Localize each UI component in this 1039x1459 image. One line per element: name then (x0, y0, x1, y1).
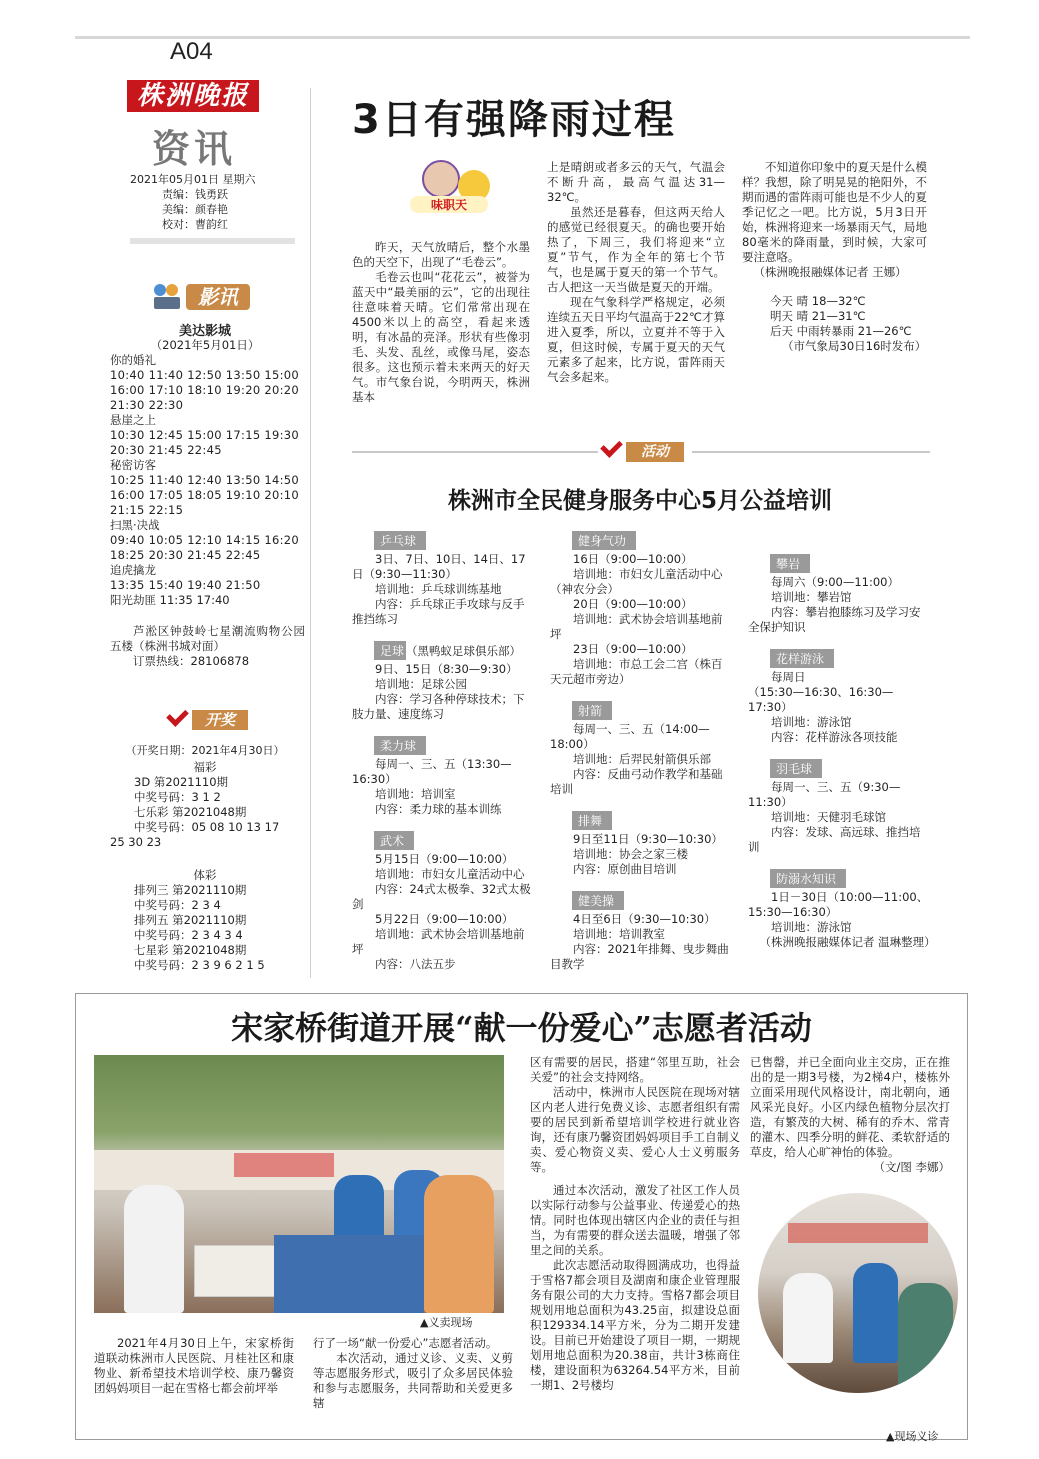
cinema-hotline: 订票热线：28106878 (133, 654, 250, 668)
activity-item (352, 730, 534, 817)
lottery-line: 七星彩 第2021048期 (134, 943, 247, 957)
activity-item (352, 825, 534, 972)
lottery-line: 中奖号码：2 3 4 3 4 (134, 928, 243, 942)
lottery-line: 排列三 第2021110期 (134, 883, 247, 897)
volunteer-paragraph: 活动中，株洲市人民医院在现场对辖区内老人进行免费义诊、志愿者组织有需要的居民到新希望培训学校进行就业咨询，还有康乃馨资团妈妈项目手工自制义卖、爱心物资义卖、爱心人士义剪服务等。 (530, 1085, 740, 1174)
activity-item (550, 695, 732, 797)
weather-paragraph: 昨天，天气放晴后，整个水墨色的天空下，出现了“毛卷云”。 (352, 240, 530, 269)
film-title: 追虎擒龙 (110, 563, 156, 577)
activity-line: 培训地：天健羽毛球馆 (771, 810, 886, 824)
activity-line: 内容：反曲弓动作教学和基础培训 (550, 767, 723, 796)
activity-item (352, 525, 534, 627)
weather-paragraph: 毛卷云也叫“花花云”，被誉为蓝天中“最美丽的云”，它的出现往往意味着天晴。它们常常出现在4500米以上的高空，看起来透明，有冰晶的亮泽。形状有些像羽毛、头发、乱丝，或像马尾，姿态很多。这也预示着未来两天的好天气。市气象台说，今明两天，株洲基本 (352, 270, 530, 404)
activity-line: 3日、7日、10日、14日、17日（9:30—11:30） (352, 552, 526, 581)
weather-badge-label: 味职天 (410, 196, 488, 213)
activity-line: 5月15日（9:00—10:00） (375, 852, 514, 866)
activity-line: 培训地：游泳馆 (771, 920, 852, 934)
activity-headline: 株洲市全民健身服务中心5月公益培训 (447, 488, 832, 514)
film-title: 阳光劫匪 11:35 17:40 (110, 593, 230, 607)
film-title: 秘密访客 (110, 458, 156, 472)
activity-tag: 排舞 (572, 811, 612, 830)
activity-col-1 (352, 525, 534, 972)
activity-line: 4日至6日（9:30—10:30） (573, 912, 716, 926)
sports-lottery-title: 体彩 (193, 868, 217, 882)
film-title: 悬崖之上 (110, 413, 156, 427)
film-times: 20:30 21:45 22:45 (110, 443, 222, 457)
film-title: 扫黑·决战 (110, 518, 160, 532)
lottery-line: 中奖号码：2 3 9 6 2 1 5 (134, 958, 265, 972)
volunteer-paragraph: 本次活动，通过义诊、义卖、义剪等志愿服务形式，吸引了众多居民体验和参与志愿服务，共同帮助和关爱更多辖 (313, 1351, 513, 1410)
activity-tag: 健美操 (572, 891, 624, 910)
activity-line: 内容：原创曲目培训 (573, 862, 677, 876)
activity-line: 每周一、三、五（13:30—16:30） (352, 757, 512, 786)
volunteer-paragraph: 区有需要的居民，搭建“邻里互助，社会关爱”的社会支持网络。 (530, 1055, 740, 1084)
activity-item (748, 753, 930, 855)
presenter-avatar (422, 160, 460, 198)
weather-paragraph: 现在气象科学严格规定，必须连续五天日平均气温高于22℃才算进入夏季，所以，立夏并不等于入夏，但这时候，专属于夏天的天气元素多了起来，比方说，雷阵雨天气会多起来。 (547, 295, 725, 384)
lottery-results (110, 760, 300, 973)
activity-line: 培训地：后羿民射箭俱乐部 (573, 752, 711, 766)
volunteer-paragraph: 行了一场“献一份爱心”志愿者活动。 (313, 1336, 498, 1350)
activity-line: 内容：八法五步 (375, 957, 456, 971)
photo2-caption: ▲现场义诊 (886, 1430, 939, 1443)
activity-line: 每周一、三、五（14:00—18:00） (550, 722, 710, 751)
activity-tag: 羽毛球 (770, 759, 822, 778)
activity-item (550, 805, 732, 877)
activity-line: 内容：攀岩抱膝练习及学习安全保护知识 (748, 605, 921, 634)
volunteer-col-3 (530, 1055, 740, 1393)
activity-item (748, 863, 936, 950)
film-times: 21:30 22:30 (110, 398, 184, 412)
activity-line: 培训地：攀岩馆 (771, 590, 852, 604)
cinema-date: （2021年5月01日） (150, 338, 260, 352)
activity-line: 内容：柔力球的基本训练 (375, 802, 502, 816)
activity-line: 每周日 (771, 670, 806, 684)
weather-col-1 (352, 240, 530, 405)
activity-line: 内容：乒乓球正手攻球与反手推挡练习 (352, 597, 525, 626)
activity-line: 每周六（9:00—11:00） (771, 575, 899, 589)
page-number: A04 (170, 38, 213, 65)
lottery-line: 中奖号码：05 08 10 13 17 (134, 820, 280, 834)
activity-line: 内容：24式太极拳、32式太极剑 (352, 882, 531, 911)
film-times: 09:40 10:05 12:10 14:15 16:20 (110, 533, 300, 547)
forecast-source: （市气象局30日16时发布） (782, 339, 927, 353)
weather-col-3 (742, 160, 927, 354)
activity-line: 每周一、三、五（9:30—11:30） (748, 780, 901, 809)
weather-headline: 3日有强降雨过程 (352, 97, 676, 143)
weather-paragraph: 不知道你印象中的夏天是什么模样？我想，除了明晃晃的艳阳外，不期而遇的雷阵雨可能也是不少人的夏季记忆之一吧。比方说，5月3日开始，株洲将迎来一场暴雨天气，局地80毫米的降雨量，到时候，大家可要注意咯。 (742, 160, 927, 264)
film-list (110, 353, 305, 669)
lottery-line: 七乐彩 第2021048期 (134, 805, 247, 819)
film-times: 16:00 17:10 18:10 19:20 20:20 (110, 383, 300, 397)
activity-line: 培训地：武术协会培训基地前坪 (550, 612, 723, 641)
activity-line: 培训地：市妇女儿童活动中心（神农分会） (550, 567, 723, 596)
film-title: 你的婚礼 (110, 353, 156, 367)
lottery-line: 中奖号码：3 1 2 (134, 790, 221, 804)
lottery-date: （开奖日期：2021年4月30日） (125, 744, 285, 757)
weather-badge (400, 160, 495, 230)
film-times: 13:35 15:40 19:40 21:50 (110, 578, 261, 592)
free-clinic-photo (758, 1193, 958, 1393)
activity-line: （15:30—16:30、16:30—17:30） (748, 685, 894, 714)
volunteer-paragraph: 已售罄，并已全面向业主交房，正在推出的是一期3号楼，为2梯4户，楼栋外立面采用现代风格设计，南北朝向，通风采光良好。小区内绿色植物分层次打造，有繁茂的大树、稀有的乔木、常青的灌木、四季分明的鲜花、柔软舒适的草皮，给人心旷神怡的体验。 (750, 1055, 950, 1159)
volunteer-paragraph: 通过本次活动，激发了社区工作人员以实际行动参与公益事业、传递爱心的热情。同时也体现出辖区内企业的责任与担当，为有需要的群众送去温暖，增强了邻里之间的关系。 (530, 1183, 740, 1257)
film-times: 21:15 22:15 (110, 503, 184, 517)
weather-col-2 (547, 160, 725, 385)
film-camera-icon (152, 284, 184, 310)
designer-credit: 美编：颜春艳 (162, 203, 228, 216)
activity-item (748, 548, 930, 635)
activity-tag: 足球 (374, 641, 406, 660)
activity-line: 培训地：市妇女儿童活动中心 (375, 867, 525, 881)
checkmark-icon (600, 435, 623, 458)
lottery-line: 中奖号码：2 3 4 (134, 898, 221, 912)
weather-paragraph: 虽然还是暮春，但这两天给人的感觉已经很夏天。的确也要开始热了，下周三，我们将迎来“立夏”节气，作为全年的第七个节气，也是属于夏天的第一个节气。古人把这一天当做是夏天的开端。 (547, 205, 725, 294)
activity-col-2 (550, 525, 732, 972)
left-column-divider (310, 88, 311, 978)
charity-sale-photo (94, 1055, 504, 1313)
activity-line: 1日－30日（10:00—11:00、15:30—16:30） (748, 890, 929, 919)
activity-item (352, 635, 534, 722)
activity-tag: 乒乓球 (374, 531, 426, 550)
activity-line: （株洲晚报融媒体记者 温琳整理） (759, 935, 936, 949)
activity-line: 5月22日（9:00—10:00） (375, 912, 514, 926)
issue-date: 2021年05月01日 星期六 (130, 173, 256, 186)
activity-line: 20日（9:00—10:00） (573, 597, 693, 611)
activity-line: 培训地：乒乓球训练基地 (375, 582, 502, 596)
activity-badge (598, 440, 692, 464)
checkmark-icon (166, 704, 189, 727)
activity-line: 培训地：培训室 (375, 787, 456, 801)
activity-line: 培训地：培训教室 (573, 927, 665, 941)
masthead-info (130, 172, 270, 232)
activity-item (748, 643, 930, 745)
cinema-name: 美达影城 (178, 324, 231, 339)
forecast-tomorrow: 明天 晴 21—31℃ (770, 309, 866, 323)
activity-line: 9日、15日（8:30—9:30） (375, 662, 518, 676)
film-times: 10:30 12:45 15:00 17:15 19:30 (110, 428, 300, 442)
volunteer-credit: （文/图 李娜） (873, 1160, 950, 1174)
activity-tag-suffix: （黑鸭蚁足球俱乐部） (406, 644, 522, 658)
volunteer-col-4 (750, 1055, 950, 1175)
lottery-badge-label: 开奖 (192, 710, 248, 730)
film-times: 10:25 11:40 12:40 13:50 14:50 (110, 473, 300, 487)
activity-line: 培训地：武术协会培训基地前坪 (352, 927, 525, 956)
activity-item (550, 525, 732, 687)
film-times: 18:25 20:30 21:45 22:45 (110, 548, 261, 562)
weather-paragraph: 上是晴朗或者多云的天气，气温会不断升高，最高气温达31—32℃。 (547, 160, 725, 204)
volunteer-col-1 (94, 1336, 294, 1396)
forecast-today: 今天 晴 18—32℃ (770, 294, 866, 308)
activity-line: 内容：花样游泳各项技能 (771, 730, 898, 744)
activity-line: 23日（9:00—10:00） (573, 642, 693, 656)
activity-line: 培训地：游泳馆 (771, 715, 852, 729)
activity-tag: 攀岩 (770, 554, 810, 573)
section-title: 资讯 (152, 126, 237, 171)
masthead-rule (130, 238, 295, 244)
activity-col-3 (748, 548, 936, 950)
activity-line: 内容：学习各种停球技术；下肢力量、速度练习 (352, 692, 525, 721)
film-times: 16:00 17:05 18:05 19:10 20:10 (110, 488, 300, 502)
volunteer-paragraph: 此次志愿活动取得圆满成功，也得益于雪格7都会项目及湖南和康企业管理服务有限公司的大力支持。雪格7都会项目规划用地总面积为43.25亩，拟建设总面积129334.14平方米，分为二期开发建设。目前已开始建设了项目一期，一期规划用地总面积为20.38亩，共计3栋商住楼，建设面积为63264.54平方米，目前一期1、2号楼均 (530, 1258, 740, 1392)
lottery-line: 25 30 23 (110, 835, 162, 849)
activity-item (550, 885, 732, 972)
volunteer-headline: 宋家桥街道开展“献一份爱心”志愿者活动 (231, 1009, 812, 1047)
lottery-badge (168, 707, 248, 733)
welfare-lottery-title: 福彩 (193, 760, 217, 774)
activity-line: 培训地：协会之家三楼 (573, 847, 688, 861)
film-times: 10:40 11:40 12:50 13:50 15:00 (110, 368, 300, 382)
activity-tag: 武术 (374, 831, 414, 850)
activity-line: 16日（9:00—10:00） (573, 552, 693, 566)
volunteer-col-2 (313, 1336, 513, 1411)
activity-line: 内容：发球、高远球、推挡培训 (748, 825, 921, 854)
activity-line: 内容：2021年排舞、曳步舞曲目教学 (550, 942, 729, 971)
cinema-address: 芦淞区钟鼓岭七星潮流购物公园五楼（株洲书城对面） (110, 624, 305, 653)
activity-tag: 射箭 (572, 701, 612, 720)
forecast-day-after: 后天 中雨转暴雨 21—26℃ (770, 324, 912, 338)
weather-byline: （株洲晚报融媒体记者 王娜） (753, 265, 907, 279)
activity-tag: 花样游泳 (770, 649, 834, 668)
lottery-line: 3D 第2021110期 (134, 775, 229, 789)
photo1-caption: ▲义卖现场 (420, 1316, 473, 1329)
activity-line: 9日至11日（9:30—10:30） (573, 832, 723, 846)
cinema-badge (152, 282, 252, 312)
activity-line: 培训地：市总工会二宫（株百天元超市旁边） (550, 657, 723, 686)
volunteer-paragraph: 2021年4月30日上午，宋家桥街道联动株洲市人民医院、月桂社区和康物业、新希望技术培训学校、康乃馨资团妈妈项目一起在雪格七都会前坪举 (94, 1336, 294, 1395)
activity-tag: 健身气功 (572, 531, 636, 550)
editor-credit: 责编：钱勇跃 (162, 188, 228, 201)
activity-tag: 防溺水知识 (770, 869, 846, 888)
activity-line: 培训地：足球公园 (375, 677, 467, 691)
lottery-line: 排列五 第2021110期 (134, 913, 247, 927)
newspaper-logo: 株洲晚报 (127, 80, 259, 112)
proofreader-credit: 校对：曹韵红 (162, 218, 228, 231)
cinema-badge-label: 影讯 (186, 284, 250, 310)
activity-badge-label: 活动 (626, 442, 684, 462)
activity-tag: 柔力球 (374, 736, 426, 755)
